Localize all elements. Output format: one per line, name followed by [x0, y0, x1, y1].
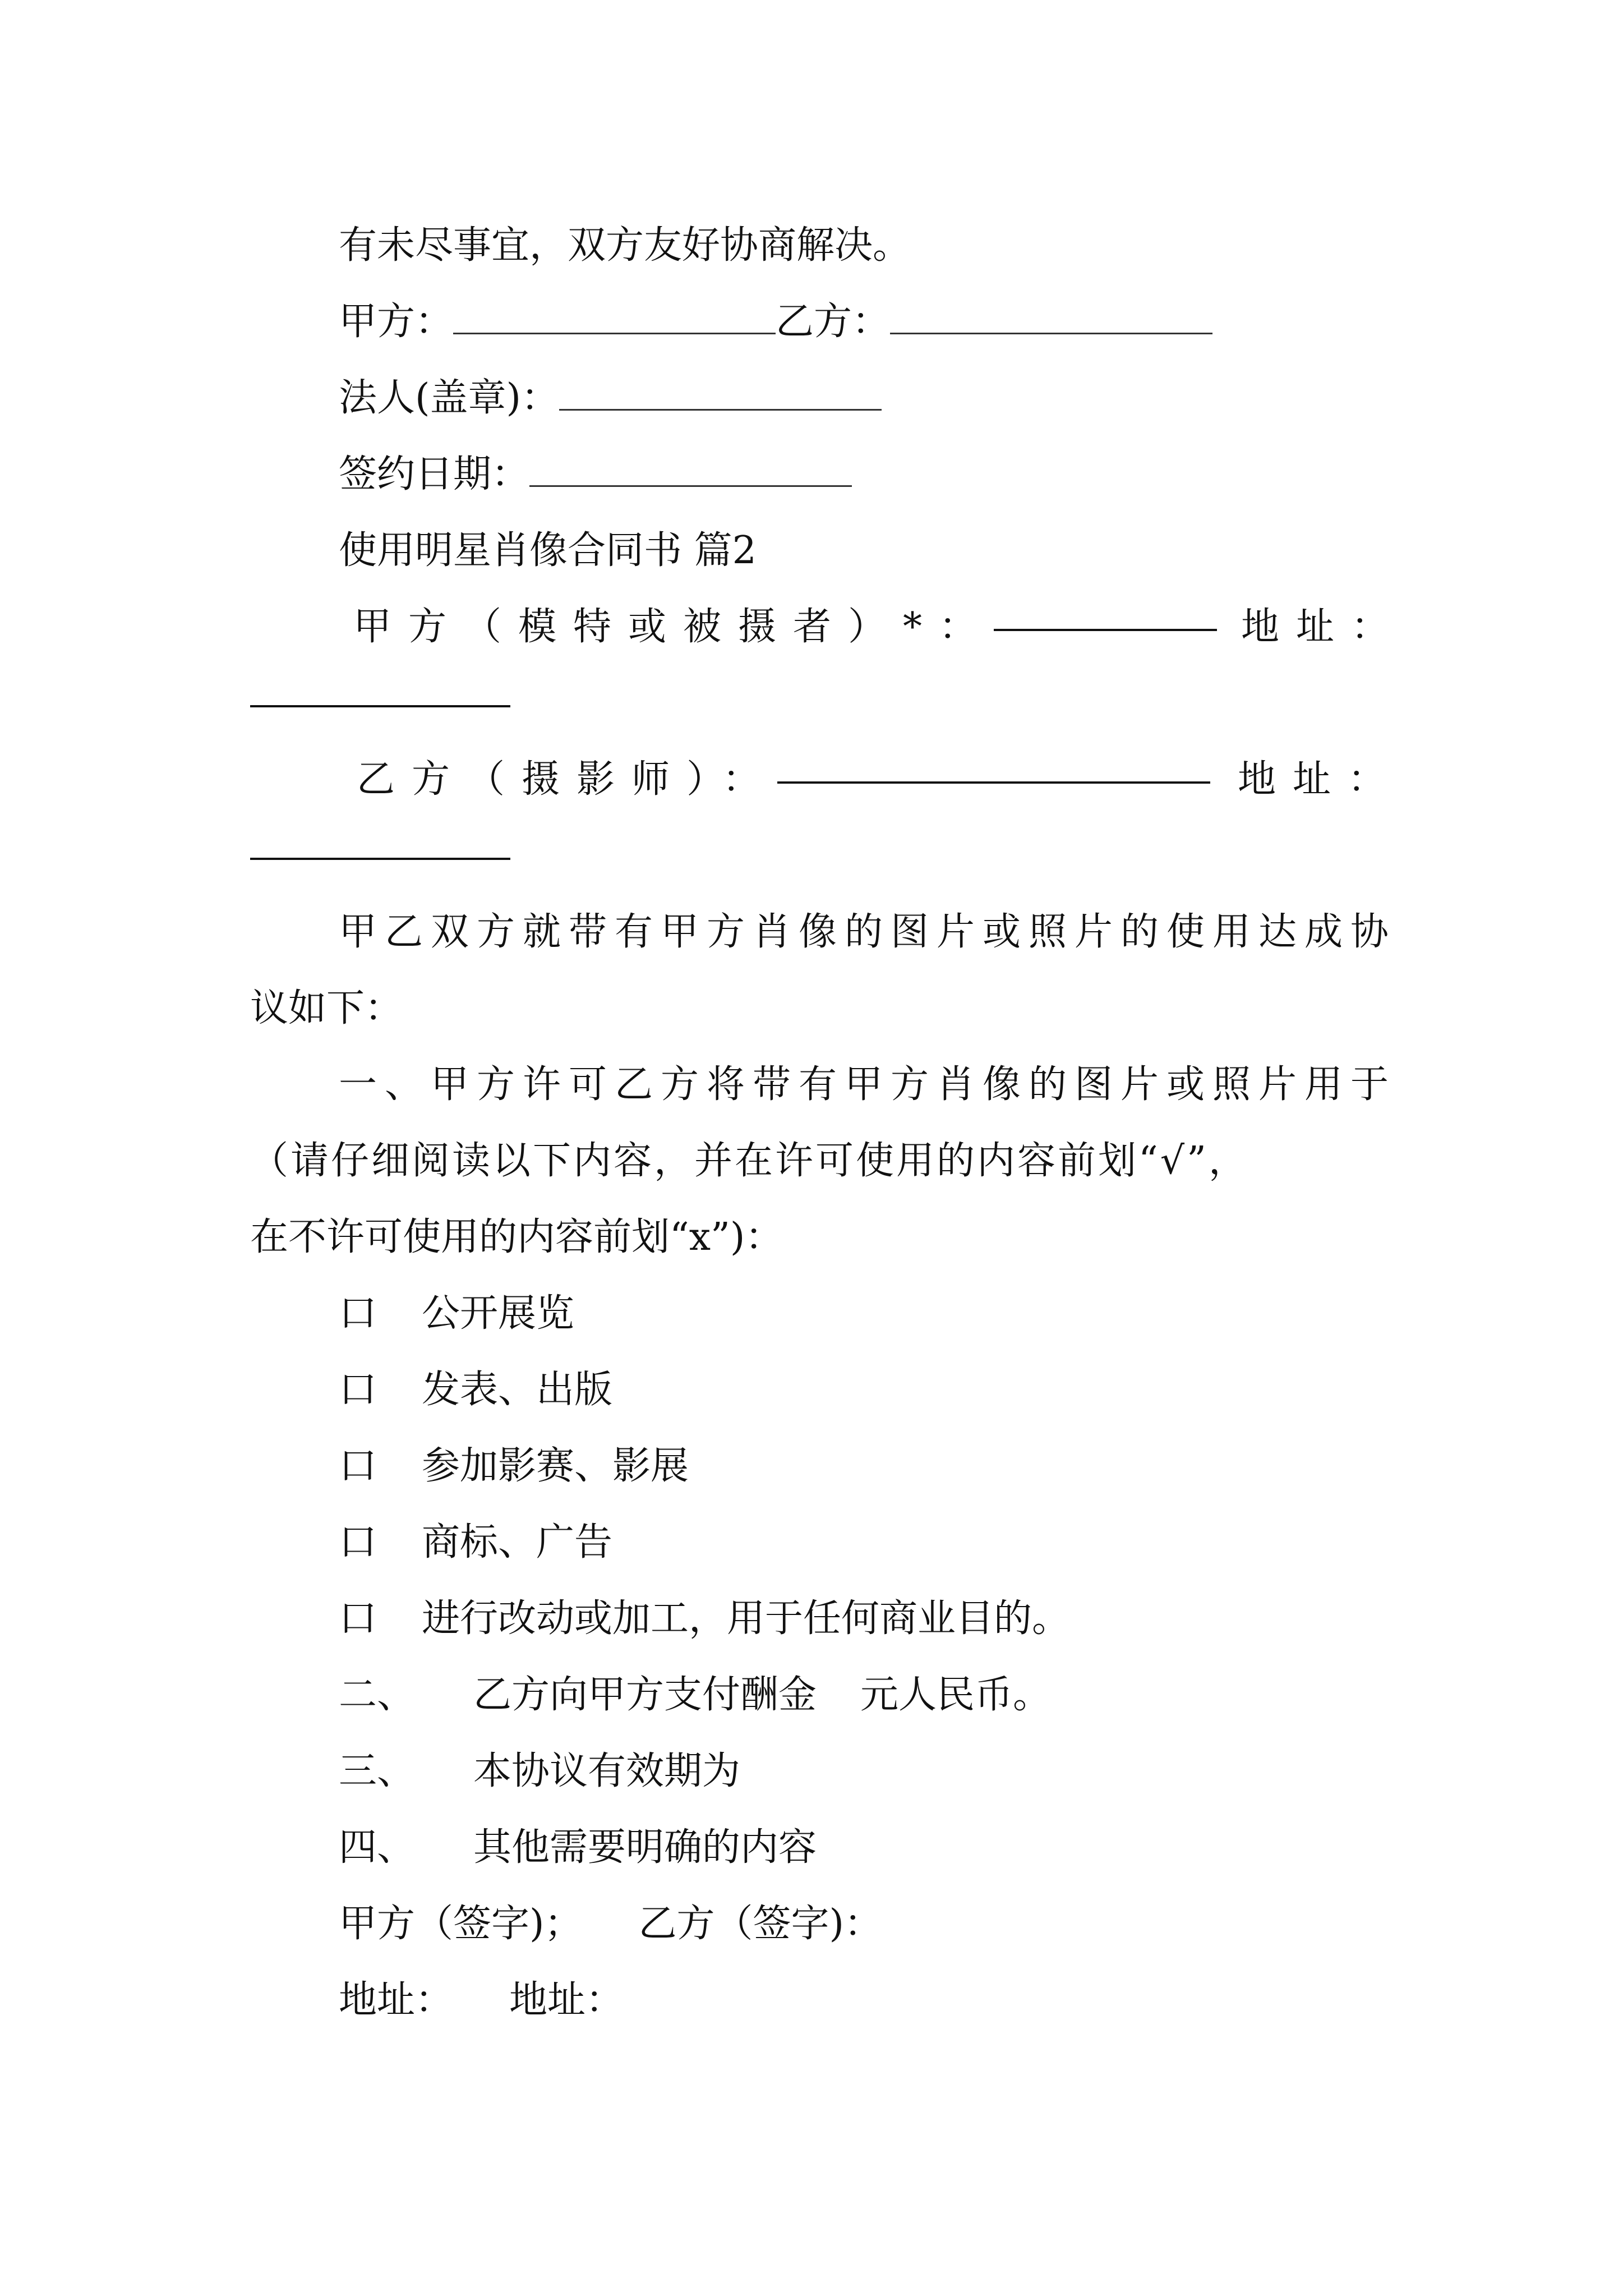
checkbox-icon[interactable]: 口 [339, 1444, 377, 1488]
section-title-text: 使用明星肖像合同书 篇2 [339, 528, 757, 573]
option-label: 参加影赛、影展 [422, 1444, 689, 1488]
party-b-dash [777, 781, 1210, 784]
clause-item [339, 1667, 1051, 1723]
clause1-text-1: 一、甲方许可乙方将带有甲方肖像的图片或照片用于 [339, 1062, 1397, 1107]
clause-suffix: 元人民币。 [860, 1673, 1052, 1717]
party-a-address-label: 地址： [339, 1978, 454, 2022]
closing-clause [339, 218, 911, 274]
option-item [339, 1591, 1070, 1647]
sign-date-row [339, 447, 852, 503]
intro-paragraph-line1 [339, 904, 1396, 960]
party-a-signature-label: 甲方（签字)； [339, 1902, 583, 1946]
legal-person-row [339, 370, 882, 426]
party-signature-row [339, 294, 1212, 350]
party-a-dash [994, 629, 1217, 631]
clause1-line1 [339, 1057, 1396, 1113]
address-row [339, 1972, 624, 2028]
signature-row [339, 1896, 882, 1952]
option-label: 进行改动或加工，用于任何商业目的。 [422, 1596, 1071, 1641]
option-label: 公开展览 [422, 1291, 575, 1336]
clause-number: 四、 [339, 1825, 416, 1870]
clause1-text-3: 在不许可使用的内容前划“x”)： [250, 1215, 783, 1259]
party-b-address-label: 地址： [1238, 757, 1403, 802]
clause-number: 三、 [339, 1749, 416, 1793]
clause-text: 乙方向甲方支付酬金 [473, 1673, 817, 1717]
intro-text-2: 议如下： [250, 986, 403, 1030]
checkbox-icon[interactable]: 口 [339, 1520, 377, 1565]
party-b-address-label: 地址： [509, 1978, 624, 2022]
party-a-address-dash [250, 705, 510, 707]
intro-paragraph-line2 [250, 981, 403, 1037]
party-a-label: 甲方（模特或被摄者）*： [353, 605, 994, 649]
checkbox-icon[interactable]: 口 [339, 1596, 377, 1641]
clause-item [339, 1743, 740, 1800]
party-b-blank [890, 330, 1212, 334]
party-a-info-row [353, 599, 1407, 655]
option-label: 商标、广告 [422, 1520, 613, 1565]
clause1-line3 [250, 1209, 783, 1266]
clause-number: 二、 [339, 1673, 416, 1717]
option-label: 发表、出版 [422, 1368, 613, 1412]
sign-date-blank [529, 483, 852, 487]
option-item [339, 1438, 689, 1494]
option-item [339, 1286, 574, 1342]
option-item [339, 1515, 612, 1571]
section-title [339, 523, 757, 579]
clause1-line2 [250, 1133, 1249, 1189]
party-a-blank [453, 330, 776, 334]
intro-text-1: 甲乙双方就带有甲方肖像的图片或照片的使用达成协 [339, 910, 1397, 954]
legal-person-label: 法人(盖章)： [339, 376, 560, 420]
party-b-signature-label: 乙方（签字)： [638, 1902, 883, 1946]
closing-clause-text: 有未尽事宜，双方友好协商解决。 [339, 223, 911, 268]
party-b-label: 乙方（摄影师）： [357, 757, 778, 802]
clause-item [339, 1820, 817, 1876]
sign-date-label: 签约日期： [339, 452, 530, 496]
party-b-address-continuation [250, 828, 510, 884]
clause-text: 本协议有效期为 [473, 1749, 741, 1793]
checkbox-icon[interactable]: 口 [339, 1368, 377, 1412]
checkbox-icon[interactable]: 口 [339, 1291, 377, 1336]
clause1-text-2: （请仔细阅读以下内容，并在许可使用的内容前划“√”， [250, 1139, 1249, 1183]
party-a-address-continuation [250, 675, 510, 731]
party-b-info-row [357, 752, 1403, 808]
option-item [339, 1362, 612, 1418]
legal-person-blank [559, 407, 882, 411]
party-a-label: 甲方： [339, 300, 454, 344]
party-a-address-label: 地址： [1241, 605, 1407, 649]
party-b-label: 乙方： [776, 300, 891, 344]
clause-text: 其他需要明确的内容 [473, 1825, 817, 1870]
party-b-address-dash [250, 858, 510, 860]
